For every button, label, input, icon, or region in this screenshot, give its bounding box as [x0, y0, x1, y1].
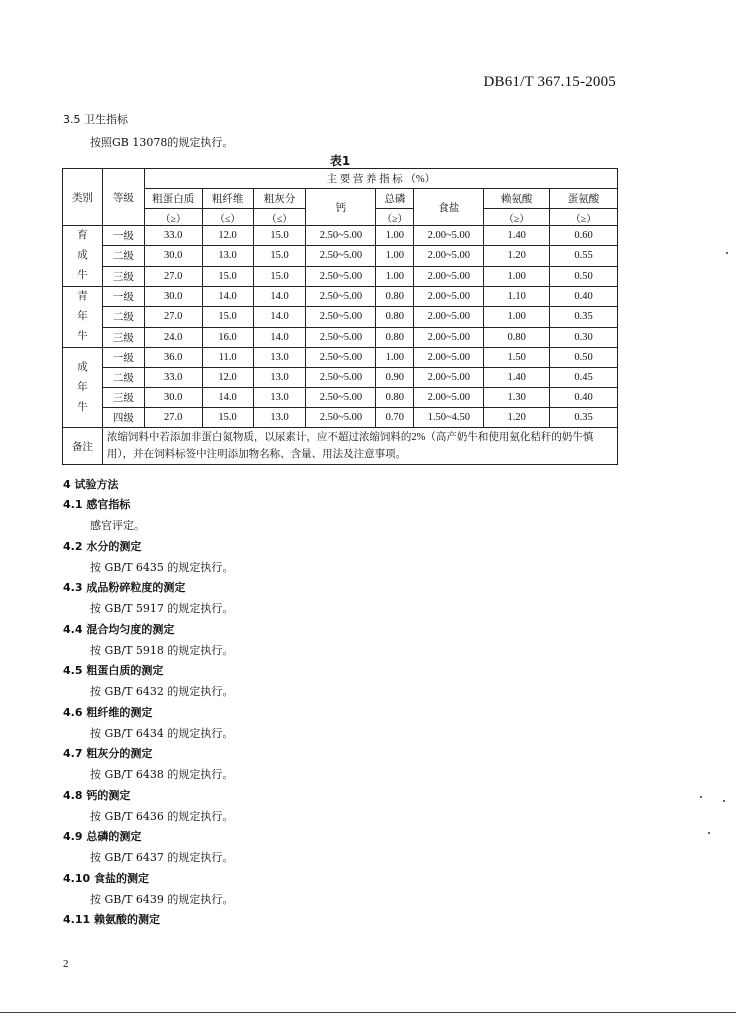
table-cell: 14.0	[253, 307, 306, 327]
table-caption: 表1	[329, 154, 351, 168]
document-code: DB61/T 367.15-2005	[483, 74, 616, 90]
table-cell: 0.80	[376, 388, 414, 408]
table-cell: 36.0	[144, 348, 202, 368]
col-header-9: 蛋氨酸	[550, 189, 618, 209]
scan-speck	[708, 832, 710, 834]
col-header-sub-6: （≥）	[376, 209, 414, 226]
table-cell: 30.0	[144, 388, 202, 408]
category-char: 育	[77, 230, 88, 241]
table-cell: 16.0	[202, 327, 253, 347]
note-text: 浓缩饲料中若添加非蛋白氮物质，以尿素计，应不超过浓缩饲料的2%（高产奶牛和使用氨化秸秆的奶牛慎用），并在饲料标签中注明添加物名称、含量、用法及注意事项。	[102, 428, 617, 465]
table-cell: 15.0	[253, 266, 306, 286]
table-cell: 15.0	[253, 226, 306, 246]
table-cell: 1.00	[484, 266, 550, 286]
subsection-heading: 4.7 粗灰分的测定	[63, 747, 153, 760]
subsection-heading: 4.11 赖氨酸的测定	[63, 913, 160, 926]
table-cell: 0.40	[550, 388, 618, 408]
table-cell: 11.0	[202, 348, 253, 368]
category-char: 成	[77, 250, 88, 261]
table-cell: 0.80	[376, 287, 414, 307]
scan-speck	[726, 252, 728, 254]
scan-speck	[700, 796, 702, 798]
table-cell: 14.0	[202, 287, 253, 307]
table-cell: 2.50~5.00	[306, 287, 376, 307]
table-cell: 2.00~5.00	[414, 246, 484, 266]
table-cell: 0.45	[550, 368, 618, 388]
col-header-sub-2: （≥）	[144, 209, 202, 226]
table-cell: 12.0	[202, 226, 253, 246]
table-cell: 13.0	[202, 246, 253, 266]
table-cell: 13.0	[253, 408, 306, 428]
table-header-row	[63, 189, 618, 209]
table-cell: 0.80	[376, 307, 414, 327]
table-cell: 1.10	[484, 287, 550, 307]
subsection-heading: 4.4 混合均匀度的测定	[63, 622, 175, 636]
table-row	[63, 226, 618, 246]
table-cell: 2.00~5.00	[414, 368, 484, 388]
table-row	[63, 287, 618, 307]
table-cell: 14.0	[253, 287, 306, 307]
table-header-row	[63, 169, 618, 189]
category-cell	[63, 226, 103, 287]
table-cell: 13.0	[253, 368, 306, 388]
table-cell: 15.0	[202, 266, 253, 286]
category-char: 牛	[77, 270, 88, 281]
table-cell: 0.60	[550, 226, 618, 246]
subsection-heading: 4.6 粗纤维的测定	[63, 705, 153, 719]
table-cell: 1.00	[376, 226, 414, 246]
table-cell: 2.50~5.00	[306, 327, 376, 347]
footer-rule	[0, 1012, 736, 1013]
table-cell: 13.0	[253, 348, 306, 368]
table-cell: 三级	[102, 266, 144, 286]
nutrition-table	[62, 168, 618, 465]
table-cell: 30.0	[144, 287, 202, 307]
table-cell: 15.0	[202, 307, 253, 327]
subsection-text: 按 GB/T 6432 的规定执行。	[90, 685, 234, 698]
category-char: 牛	[77, 401, 88, 413]
table-cell: 2.00~5.00	[414, 266, 484, 286]
col-header-4: 粗灰分	[253, 189, 306, 209]
table-cell: 0.30	[550, 327, 618, 347]
table-row	[63, 327, 618, 347]
col-header-sub-8: （≥）	[484, 209, 550, 226]
category-char: 牛	[77, 331, 88, 342]
col-header-7: 食盐	[414, 189, 484, 226]
table-cell: 2.00~5.00	[414, 327, 484, 347]
table-cell: 三级	[102, 388, 144, 408]
subsection-heading: 4.10 食盐的测定	[63, 871, 149, 885]
category-char: 年	[77, 311, 88, 322]
table-cell: 1.30	[484, 388, 550, 408]
table-cell: 33.0	[144, 368, 202, 388]
table-cell: 1.50	[484, 348, 550, 368]
table-cell: 0.35	[550, 307, 618, 327]
table-cell: 27.0	[144, 266, 202, 286]
table-cell: 二级	[102, 246, 144, 266]
table-cell: 1.00	[376, 266, 414, 286]
col-header-sub-4: （≤）	[253, 209, 306, 226]
table-cell: 1.00	[376, 246, 414, 266]
col-header-2: 粗蛋白质	[144, 189, 202, 209]
table-cell: 2.50~5.00	[306, 226, 376, 246]
table-cell: 0.55	[550, 246, 618, 266]
subsection-text: 感官评定。	[90, 519, 145, 532]
col-header-sub-3: （≤）	[202, 209, 253, 226]
subsection-text: 按 GB/T 6434 的规定执行。	[90, 726, 234, 740]
table-cell: 2.50~5.00	[306, 408, 376, 428]
section-text: 按照GB 13078的规定执行。	[90, 136, 234, 149]
table-row	[63, 388, 618, 408]
col-header-grade: 等级	[102, 169, 144, 226]
table-cell: 一级	[102, 226, 144, 246]
col-header-sub-9: （≥）	[550, 209, 618, 226]
table-cell: 33.0	[144, 226, 202, 246]
table-row	[63, 348, 618, 368]
table-cell: 2.00~5.00	[414, 388, 484, 408]
note-row	[63, 428, 618, 465]
subsection-text: 按 GB/T 6439 的规定执行。	[90, 892, 234, 906]
subsection-text: 按 GB/T 5917 的规定执行。	[90, 602, 234, 615]
table-cell: 2.00~5.00	[414, 287, 484, 307]
table-cell: 0.35	[550, 408, 618, 428]
table-cell: 2.50~5.00	[306, 266, 376, 286]
table-cell: 2.50~5.00	[306, 368, 376, 388]
table-cell: 15.0	[253, 246, 306, 266]
table-cell: 13.0	[253, 388, 306, 408]
scan-speck	[723, 800, 725, 802]
table-cell: 1.20	[484, 408, 550, 428]
category-cell	[63, 348, 103, 428]
col-header-category: 类别	[63, 169, 103, 226]
table-cell: 0.40	[550, 287, 618, 307]
table-cell: 2.00~5.00	[414, 348, 484, 368]
col-header-8: 赖氨酸	[484, 189, 550, 209]
table-cell: 1.40	[484, 368, 550, 388]
table-cell: 2.50~5.00	[306, 246, 376, 266]
category-char: 年	[77, 381, 88, 393]
section-heading: 4 试验方法	[63, 478, 119, 491]
table-cell: 12.0	[202, 368, 253, 388]
table-row	[63, 368, 618, 388]
col-header-3: 粗纤维	[202, 189, 253, 209]
table-cell: 0.70	[376, 408, 414, 428]
subsection-heading: 4.9 总磷的测定	[63, 830, 142, 843]
table-cell: 2.00~5.00	[414, 226, 484, 246]
table-cell: 四级	[102, 408, 144, 428]
table-row	[63, 307, 618, 327]
table-cell: 1.00	[484, 307, 550, 327]
table-cell: 27.0	[144, 408, 202, 428]
subsection-heading: 4.2 水分的测定	[63, 539, 142, 553]
category-char: 成	[77, 361, 88, 373]
table-cell: 0.80	[484, 327, 550, 347]
table-cell: 14.0	[202, 388, 253, 408]
subsection-heading: 4.3 成品粉碎粒度的测定	[63, 581, 186, 594]
table-cell: 1.40	[484, 226, 550, 246]
subsection-heading: 4.8 钙的测定	[63, 788, 131, 802]
subsection-heading: 4.1 感官指标	[63, 498, 131, 511]
table-cell: 2.50~5.00	[306, 388, 376, 408]
subsection-text: 按 GB/T 6437 的规定执行。	[90, 851, 234, 864]
subsection-heading: 4.5 粗蛋白质的测定	[63, 664, 164, 677]
table-cell: 一级	[102, 348, 144, 368]
table-row	[63, 246, 618, 266]
table-cell: 二级	[102, 368, 144, 388]
col-header-6: 总磷	[376, 189, 414, 209]
table-cell: 三级	[102, 327, 144, 347]
table-cell: 24.0	[144, 327, 202, 347]
section-heading: 3.5 卫生指标	[63, 113, 128, 126]
table-cell: 2.50~5.00	[306, 307, 376, 327]
subsection-text: 按 GB/T 6435 的规定执行。	[90, 560, 234, 574]
table-cell: 27.0	[144, 307, 202, 327]
table-cell: 14.0	[253, 327, 306, 347]
page-number: 2	[63, 958, 69, 970]
table-cell: 1.20	[484, 246, 550, 266]
category-cell	[63, 287, 103, 348]
table-cell: 2.00~5.00	[414, 307, 484, 327]
table-cell: 1.00	[376, 348, 414, 368]
table-cell: 0.50	[550, 266, 618, 286]
table-cell: 30.0	[144, 246, 202, 266]
subsection-text: 按 GB/T 6438 的规定执行。	[90, 768, 234, 781]
col-header-5: 钙	[306, 189, 376, 226]
table-cell: 0.90	[376, 368, 414, 388]
table-cell: 一级	[102, 287, 144, 307]
table-cell: 1.50~4.50	[414, 408, 484, 428]
table-cell: 二级	[102, 307, 144, 327]
note-label: 备注	[63, 428, 103, 465]
subsection-text: 按 GB/T 6436 的规定执行。	[90, 809, 234, 823]
group-header: 主 要 营 养 指 标 （%）	[144, 169, 617, 189]
table-cell: 15.0	[202, 408, 253, 428]
table-cell: 0.50	[550, 348, 618, 368]
subsection-text: 按 GB/T 5918 的规定执行。	[90, 643, 234, 657]
table-cell: 2.50~5.00	[306, 348, 376, 368]
table-cell: 0.80	[376, 327, 414, 347]
category-char: 青	[77, 291, 88, 302]
table-row	[63, 408, 618, 428]
table-row	[63, 266, 618, 286]
